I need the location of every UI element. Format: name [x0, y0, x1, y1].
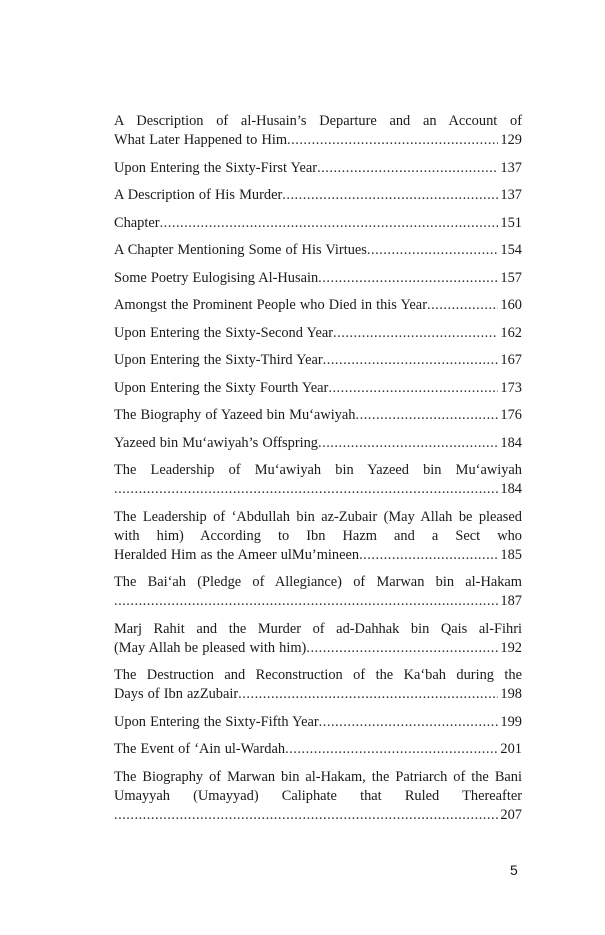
toc-entry-title: The Biography of Marwan bin al-Hakam, the Patriarch of the Bani Umayyah (Umayyad) Caliphate that Ruled Thereafter — [114, 768, 522, 804]
toc-entry-title: Amongst the Prominent People who Died in this Year — [114, 297, 427, 313]
toc-entry-page: 207 — [500, 806, 522, 823]
toc-entry-page: 173 — [500, 379, 522, 396]
toc-entry-title-end: (May Allah be pleased with him) — [114, 639, 307, 656]
dot-leader — [318, 434, 498, 453]
toc-entry-title: Upon Entering the Sixty-First Year — [114, 159, 318, 176]
toc-entry[interactable] — [114, 740, 522, 759]
toc-entry-title: The Leadership of ‘Abdullah bin az-Zubair (May Allah be pleased with him) According to Ibn Hazm and a Sect who — [114, 508, 522, 544]
toc-entry-last-line — [114, 592, 522, 611]
toc-entry-title: A Description of al-Husain’s Departure and an Account of — [114, 113, 522, 129]
dot-leader — [319, 713, 499, 732]
toc-entry-title: A Description of His Murder — [114, 187, 283, 203]
toc-entry-page: 199 — [500, 713, 522, 730]
toc-entry[interactable] — [114, 434, 522, 453]
toc-entry-page: 137 — [500, 187, 522, 203]
dot-leader — [114, 806, 498, 825]
toc-entry[interactable] — [114, 296, 522, 315]
toc-entry[interactable] — [114, 269, 522, 288]
toc-entry[interactable] — [114, 508, 522, 565]
dot-leader — [328, 379, 498, 398]
toc-entry-title: Upon Entering the Sixty Fourth Year — [114, 379, 329, 396]
toc-entry-page: 185 — [500, 546, 522, 563]
dot-leader — [367, 241, 499, 260]
dot-leader — [356, 406, 499, 425]
toc-entry-last-line — [114, 546, 522, 565]
toc-entry-title: Upon Entering the Sixty-Third Year — [114, 352, 323, 368]
table-of-contents — [114, 112, 522, 833]
toc-entry-last-line — [114, 480, 522, 499]
toc-entry-page: 192 — [500, 639, 522, 656]
toc-entry[interactable] — [114, 666, 522, 704]
toc-entry-page: 201 — [500, 741, 522, 757]
toc-entry-title: Marj Rahit and the Murder of ad-Dahhak bin Qais al-Fihri — [114, 620, 522, 637]
toc-entry-page: 160 — [500, 297, 522, 313]
dot-leader — [282, 186, 498, 205]
toc-entry-title: A Chapter Mentioning Some of His Virtues — [114, 242, 367, 258]
toc-entry-title: The Event of ‘Ain ul-Wardah — [114, 741, 286, 757]
dot-leader — [114, 592, 498, 611]
dot-leader — [160, 214, 499, 233]
toc-entry[interactable] — [114, 620, 522, 658]
dot-leader — [317, 159, 498, 178]
dot-leader — [333, 324, 498, 343]
toc-entry-page: 162 — [500, 324, 522, 341]
toc-entry[interactable] — [114, 573, 522, 611]
toc-entry-last-line — [114, 639, 522, 658]
toc-entry[interactable] — [114, 351, 522, 370]
toc-entry-page: 198 — [500, 686, 522, 702]
toc-entry-page: 167 — [500, 352, 522, 368]
toc-entry[interactable] — [114, 379, 522, 398]
toc-entry-page: 187 — [500, 593, 522, 609]
dot-leader — [323, 351, 499, 370]
dot-leader — [359, 546, 498, 565]
toc-entry-page: 184 — [500, 481, 522, 497]
toc-entry[interactable] — [114, 768, 522, 825]
toc-entry[interactable] — [114, 461, 522, 499]
toc-entry-title: The Biography of Yazeed bin Mu‘awiyah — [114, 407, 356, 423]
toc-entry-title: The Leadership of Mu‘awiyah bin Yazeed bin Mu‘awiyah — [114, 462, 522, 478]
toc-entry[interactable] — [114, 112, 522, 150]
toc-entry-title: Some Poetry Eulogising Al-Husain — [114, 269, 319, 286]
toc-entry-page: 154 — [500, 242, 522, 258]
dot-leader — [318, 269, 498, 288]
toc-entry-page: 151 — [500, 214, 522, 231]
toc-entry-title: Chapter — [114, 214, 160, 231]
toc-entry[interactable] — [114, 241, 522, 260]
toc-entry-title-end: Heralded Him as the Ameer ulMu’mineen — [114, 546, 360, 563]
toc-entry-title: The Bai‘ah (Pledge of Allegiance) of Marwan bin al-Hakam — [114, 574, 522, 590]
toc-entry-page: 129 — [500, 132, 522, 148]
dot-leader — [287, 131, 498, 150]
toc-entry-page: 184 — [500, 434, 522, 451]
toc-entry[interactable] — [114, 159, 522, 178]
toc-entry-title: Upon Entering the Sixty-Fifth Year — [114, 713, 319, 730]
toc-entry[interactable] — [114, 214, 522, 233]
dot-leader — [427, 296, 498, 315]
toc-entry[interactable] — [114, 713, 522, 732]
toc-entry-page: 137 — [500, 159, 522, 176]
toc-entry-title: Upon Entering the Sixty-Second Year — [114, 324, 334, 341]
toc-entry-title: Yazeed bin Mu‘awiyah’s Offspring — [114, 434, 319, 451]
toc-entry-page: 176 — [500, 407, 522, 423]
dot-leader — [114, 480, 498, 499]
toc-entry-last-line — [114, 806, 522, 825]
toc-entry-last-line — [114, 131, 522, 150]
toc-entry-page: 157 — [500, 269, 522, 286]
toc-entry-title-end: Days of Ibn azZubair — [114, 686, 239, 702]
toc-entry[interactable] — [114, 406, 522, 425]
page-number: 5 — [510, 862, 518, 878]
toc-entry[interactable] — [114, 186, 522, 205]
toc-entry-title-end: What Later Happened to Him — [114, 132, 288, 148]
toc-entry[interactable] — [114, 324, 522, 343]
dot-leader — [238, 685, 498, 704]
dot-leader — [306, 639, 498, 658]
dot-leader — [285, 740, 498, 759]
toc-entry-title: The Destruction and Reconstruction of the Ka‘bah during the — [114, 667, 522, 683]
toc-entry-last-line — [114, 685, 522, 704]
